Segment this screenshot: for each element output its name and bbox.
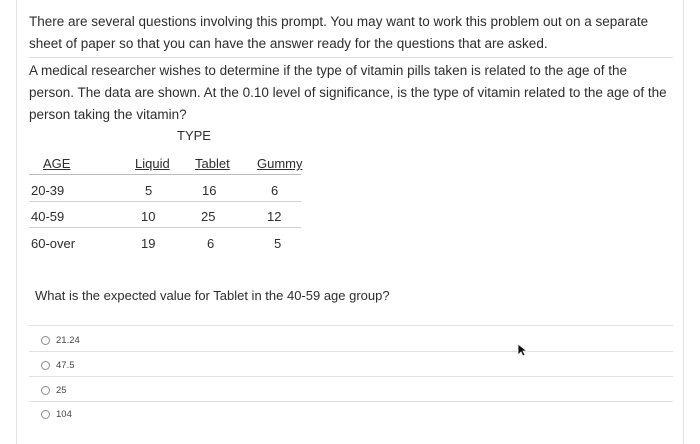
option-label: 21.24 bbox=[56, 334, 80, 346]
prompt-text: A medical researcher wishes to determine if the type of vitamin pills taken is related to the age of the person. The data are shown. At the 0.10 level of significance, is the type of vitamin related to the age of the person taking the vitamin? bbox=[29, 63, 667, 122]
divider bbox=[29, 57, 673, 58]
answer-option-2[interactable] bbox=[29, 353, 673, 377]
row-40-59-liquid: 10 bbox=[141, 209, 156, 224]
answer-option-1[interactable] bbox=[29, 328, 673, 352]
radio-button[interactable] bbox=[41, 386, 50, 395]
header-tablet: Tablet bbox=[195, 156, 230, 171]
header-liquid: Liquid bbox=[135, 156, 170, 171]
question-text: What is the expected value for Tablet in the 40-59 age group? bbox=[35, 288, 390, 303]
row-60-over-liquid: 19 bbox=[141, 236, 156, 251]
option-divider bbox=[29, 351, 673, 352]
row-20-39-gummy: 6 bbox=[271, 183, 279, 198]
row-40-59-gummy: 12 bbox=[267, 209, 282, 224]
row-40-59-age: 40-59 bbox=[31, 209, 65, 224]
radio-button[interactable] bbox=[41, 410, 50, 419]
radio-button[interactable] bbox=[41, 361, 50, 370]
header-age: AGE bbox=[43, 156, 71, 171]
radio-button[interactable] bbox=[41, 336, 50, 345]
option-divider bbox=[29, 376, 673, 377]
row-20-39-age: 20-39 bbox=[31, 183, 65, 198]
option-label: 104 bbox=[56, 408, 72, 420]
mouse-cursor-icon bbox=[517, 343, 529, 357]
row-60-over-tablet: 6 bbox=[207, 236, 215, 251]
header-underline bbox=[29, 174, 301, 175]
option-label: 47.5 bbox=[56, 359, 75, 371]
row-20-39-liquid: 5 bbox=[145, 183, 153, 198]
row-divider bbox=[29, 227, 301, 228]
header-gummy: Gummy bbox=[257, 156, 303, 171]
row-divider bbox=[29, 201, 301, 202]
option-divider bbox=[29, 325, 673, 326]
answer-option-4[interactable] bbox=[29, 402, 673, 426]
row-40-59-tablet: 25 bbox=[201, 209, 216, 224]
type-group-label: TYPE bbox=[177, 128, 211, 143]
answer-option-3[interactable] bbox=[29, 378, 673, 402]
option-label: 25 bbox=[56, 384, 67, 396]
row-60-over-gummy: 5 bbox=[274, 236, 282, 251]
row-20-39-tablet: 16 bbox=[202, 183, 217, 198]
instructions-text: There are several questions involving this prompt. You may want to work this problem out on a separate sheet of paper so that you can have the answer ready for the questions that are asked. bbox=[29, 14, 649, 51]
row-60-over-age: 60-over bbox=[31, 236, 76, 251]
question-card bbox=[16, 0, 684, 444]
